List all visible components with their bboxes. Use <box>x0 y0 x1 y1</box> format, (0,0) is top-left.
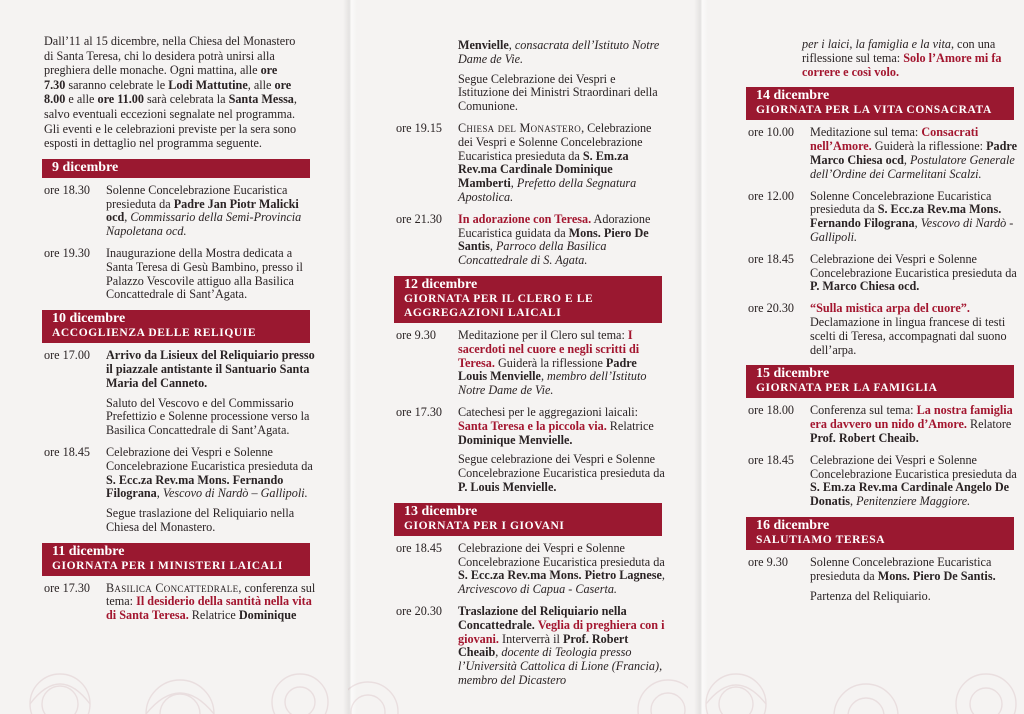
text-run: Guiderà la riflessione: <box>871 139 987 154</box>
text-run: Conferenza sul tema: <box>810 403 917 418</box>
event-time: ore 19.15 <box>396 120 443 135</box>
rose-decoration-right-icon <box>696 624 1024 714</box>
text-run: S. Ecc.za Rev.ma Mons. Fernando Filograna <box>106 472 284 501</box>
text-run: Relatrice <box>606 418 654 433</box>
event-description <box>106 446 316 535</box>
text-run: , <box>489 239 496 254</box>
text-run: Celebrazione dei Vespri e Solenne Concelebrazione Eucaristica presieduta da <box>810 452 1017 481</box>
text-run: Mons. Piero De Santis. <box>877 568 996 583</box>
text-run: e alle <box>65 92 98 107</box>
event-description <box>810 126 1020 181</box>
fold-line-left <box>343 0 357 714</box>
event-paragraph <box>810 590 1020 604</box>
event-row <box>44 446 348 535</box>
event-row <box>44 184 348 239</box>
text-run: Relatore <box>966 417 1012 432</box>
text-run: Arcivescovo di Capua - Caserta. <box>458 582 617 597</box>
day-header <box>746 365 1014 398</box>
text-run: Declamazione in lingua francese di testi scelti di Teresa, accompagnati dal suono dell’arpa. <box>810 314 1007 357</box>
event-description <box>458 329 668 398</box>
text-run: Consacrati nell’Amore. <box>810 125 979 154</box>
event-description <box>106 582 316 623</box>
event-time: ore 18.45 <box>748 251 795 266</box>
text-run: Solenne Concelebrazione Eucaristica presieduta da <box>810 554 992 583</box>
text-run: Basilica Concattedrale <box>106 580 239 595</box>
text-run: Celebrazione dei Vespri e Solenne Concelebrazione Eucaristica presieduta da <box>106 444 313 473</box>
day-date: 15 dicembre <box>756 366 830 382</box>
text-run: , <box>540 369 548 384</box>
event-time: ore 21.30 <box>396 211 443 226</box>
event-row <box>44 349 348 438</box>
event-description <box>810 404 1020 445</box>
text-run: docente di Teologia presso l’Università Cattolica di Lione (Francia), membro del Dicastero <box>458 645 663 687</box>
event-row <box>44 582 348 623</box>
text-run: , <box>124 210 131 225</box>
text-run: Menvielle <box>458 38 509 52</box>
event-time: ore 18.45 <box>748 452 795 467</box>
event-description <box>458 542 668 597</box>
text-run: Celebrazione dei Vespri e Solenne Concelebrazione Eucaristica presieduta da <box>810 251 1017 280</box>
day-date: 11 dicembre <box>52 543 125 559</box>
text-run: Santa Messa <box>228 92 294 107</box>
day-title: GIORNATA PER IL CLERO E LE AGGREGAZIONI LAICALI <box>404 292 594 319</box>
day-header <box>746 517 1014 550</box>
text-run: In adorazione con Teresa. <box>458 211 592 226</box>
event-paragraph <box>106 184 316 239</box>
event-row <box>748 302 1024 357</box>
text-run: Vescovo di Nardò - Gallipoli. <box>810 216 1014 244</box>
event-time: ore 18.30 <box>44 182 91 197</box>
text-run: sarà celebrata la <box>143 92 229 107</box>
text-run: S. Ecc.za Rev.ma Mons. Pietro Lagnese <box>458 568 662 583</box>
event-time: ore 18.45 <box>44 444 91 459</box>
text-run: Celebrazione dei Vespri e Solenne Concelebrazione Eucaristica presieduta da <box>458 540 665 569</box>
text-run: , <box>510 176 517 191</box>
rose-decoration-left-icon <box>0 624 340 714</box>
event-row <box>396 542 696 597</box>
event-description <box>106 247 316 302</box>
text-run: , alle <box>247 77 275 92</box>
text-run: Mons. Piero De Santis <box>458 225 649 254</box>
text-run: Chiesa del Monastero <box>458 120 582 135</box>
text-run: Solenne Concelebrazione Eucaristica presieduta da <box>106 182 288 211</box>
text-run: Postulatore Generale dell’Ordine dei Carmelitani Scalzi. <box>810 152 1015 181</box>
text-run: Commissario della Semi-Provincia Napoletana ocd. <box>106 210 302 239</box>
text-run: Inaugurazione della Mostra dedicata a Santa Teresa di Gesù Bambino, presso il Palazzo Vescovile attiguo alla Basilica Concattedrale di Sant’Agata. <box>106 245 303 302</box>
text-run: , <box>495 645 502 660</box>
event-paragraph <box>106 446 316 501</box>
event-time: ore 17.00 <box>44 348 91 363</box>
day-title: ACCOGLIENZA DELLE RELIQUIE <box>52 327 257 340</box>
text-run: , <box>849 494 857 509</box>
text-run: Padre Marco Chiesa ocd <box>810 139 1018 167</box>
text-run: ore 8.00 <box>44 77 292 107</box>
day-header <box>42 159 310 178</box>
event-time: ore 10.00 <box>748 125 795 140</box>
event-description <box>458 406 668 495</box>
event-time: ore 17.30 <box>44 580 91 595</box>
text-run: Penitenziere Maggiore. <box>856 494 971 509</box>
event-time: ore 9.30 <box>396 327 436 342</box>
event-paragraph <box>458 213 668 268</box>
text-run: Santa Teresa e la piccola via. <box>458 418 607 433</box>
text-run: Veglia di preghiera con i giovani. <box>458 617 665 646</box>
text-run: ore 7.30 <box>44 63 278 92</box>
text-run: membro dell’Istituto Notre Dame de Vie. <box>458 369 647 398</box>
event-row <box>748 126 1024 181</box>
text-run: Saluto del Vescovo e del Commissario Prefettizio e Solenne processione verso la Basilica Concattedrale di Sant’Agata. <box>106 395 310 438</box>
event-time: ore 17.30 <box>396 404 443 419</box>
text-run: Prof. Robert Cheaib <box>458 631 629 660</box>
event-paragraph <box>810 253 1020 294</box>
event-time: ore 9.30 <box>748 554 788 569</box>
text-run: , Celebrazione dei Vespri e Solenne Concelebrazione Eucaristica presieduta da <box>458 120 652 163</box>
text-run: Traslazione del Reliquiario nella Concattedrale. <box>458 603 627 632</box>
event-row <box>396 39 696 114</box>
text-run: Lodi Mattutine <box>168 77 248 92</box>
event-row <box>748 190 1024 245</box>
event-paragraph <box>106 507 316 535</box>
event-row <box>748 404 1024 445</box>
event-description <box>106 184 316 239</box>
event-row <box>396 122 696 205</box>
event-paragraph <box>106 397 316 438</box>
text-run: consacrata dell’Istituto Notre Dame de Vie. <box>458 38 660 66</box>
event-paragraph <box>106 349 316 390</box>
event-row <box>748 253 1024 294</box>
text-run: , <box>903 152 910 167</box>
event-row <box>396 213 696 268</box>
text-run: Segue celebrazione dei Vespri e Solenne Concelebrazione Eucaristica presieduta da <box>458 452 665 481</box>
day-date: 12 dicembre <box>404 276 478 292</box>
event-paragraph <box>458 406 668 447</box>
text-run: ore 11.00 <box>97 92 144 107</box>
event-description <box>106 349 316 438</box>
text-run: S. Em.za Rev.ma Cardinale Angelo De Donatis <box>810 480 1010 509</box>
text-run: per i laici, la famiglia e la vita <box>802 37 951 51</box>
text-run: Dominique Menvielle. <box>458 432 573 447</box>
day-header <box>394 503 662 536</box>
text-run: Guiderà la riflessione <box>494 355 606 370</box>
schedule-right <box>748 87 1024 603</box>
event-description <box>458 122 668 205</box>
day-header <box>746 87 1014 120</box>
event-paragraph <box>810 404 1020 445</box>
day-date: 13 dicembre <box>404 503 478 519</box>
text-run: Partenza del Reliquiario. <box>810 588 931 603</box>
text-run: “Sulla mistica arpa del cuore”. <box>810 301 970 316</box>
text-run: Catechesi per le aggregazioni laicali: <box>458 404 639 419</box>
event-description <box>810 454 1020 509</box>
text-run: Prof. Robert Cheaib. <box>810 430 919 445</box>
text-run: Dall’11 al 15 dicembre, nella Chiesa del Monastero di Santa Teresa, chi lo desidera potrà unirsi alla preghiera delle monache. Ogni mattina, alle <box>44 34 296 78</box>
intro-paragraph <box>44 34 299 151</box>
panel-center <box>348 0 696 714</box>
day-date: 16 dicembre <box>756 517 830 533</box>
text-run: Meditazione per il Clero sul tema: <box>458 327 628 342</box>
event-description <box>810 302 1020 357</box>
fold-line-right <box>694 0 708 714</box>
event-time: ore 20.30 <box>748 301 795 316</box>
event-time: ore 12.00 <box>748 188 795 203</box>
text-run: Padre Jan Piotr Malicki ocd <box>106 196 299 225</box>
text-run: S. Ecc.za Rev.ma Mons. Fernando Filograna <box>810 202 1002 231</box>
event-paragraph <box>810 556 1020 584</box>
event-time: ore 18.00 <box>748 403 795 418</box>
text-run: Segue Celebrazione dei Vespri e Istituzione dei Ministri Straordinari della Comunione. <box>458 71 658 114</box>
day-header <box>42 543 310 576</box>
text-run: Parroco della Basilica Concattedrale di S. Agata. <box>458 239 607 268</box>
event-paragraph <box>810 126 1020 181</box>
text-run: Meditazione sul tema: <box>810 125 922 140</box>
text-run: Interverrà il <box>498 631 563 646</box>
text-run: , salvo eventuali eccezioni segnalate nel programma. Gli eventi e le celebrazioni previste per la sera sono esposti in dettaglio nel programma seguente. <box>44 92 297 151</box>
schedule-right-continuation <box>802 38 1024 79</box>
text-run: Prefetto della Segnatura Apostolica. <box>458 176 637 204</box>
panel-left <box>0 0 348 714</box>
text-run: Il desiderio della santità nella vita di Santa Teresa. <box>106 594 312 623</box>
text-run: , <box>508 38 515 52</box>
event-paragraph <box>458 329 668 398</box>
event-paragraph <box>810 302 1020 357</box>
event-description <box>810 190 1020 245</box>
event-paragraph <box>106 247 316 302</box>
text-run: P. Louis Menvielle. <box>458 479 557 494</box>
text-run: Vescovo di Nardò – Gallipoli. <box>162 486 308 501</box>
day-title: GIORNATA PER I GIOVANI <box>404 519 565 532</box>
day-date: 10 dicembre <box>52 311 126 327</box>
event-time: ore 20.30 <box>396 603 443 618</box>
event-paragraph <box>810 454 1020 509</box>
text-run: , <box>914 216 921 231</box>
event-row <box>396 406 696 495</box>
panel-right <box>696 0 1024 714</box>
text-run: Solo l’Amore mi fa correre e così volo. <box>802 50 1002 79</box>
day-title: GIORNATA PER LA FAMIGLIA <box>756 382 938 395</box>
text-run: , <box>661 568 665 583</box>
event-time: ore 19.30 <box>44 245 91 260</box>
text-run: Dominique <box>238 608 297 623</box>
rose-decoration-center-icon <box>348 624 688 714</box>
event-paragraph <box>458 122 668 205</box>
event-paragraph <box>810 190 1020 245</box>
event-paragraph <box>458 542 668 597</box>
text-run: Padre Louis Menvielle <box>458 355 637 384</box>
event-row <box>396 329 696 398</box>
text-run: Segue traslazione del Reliquiario nella Chiesa del Monastero. <box>106 506 295 534</box>
event-row <box>748 556 1024 603</box>
event-row <box>748 454 1024 509</box>
event-time: ore 18.45 <box>396 540 443 555</box>
schedule-left <box>44 159 348 623</box>
text-run: Solenne Concelebrazione Eucaristica presieduta da <box>810 188 992 217</box>
day-title: GIORNATA PER I MINISTERI LAICALI <box>52 559 283 572</box>
day-title: GIORNATA PER LA VITA CONSACRATA <box>756 104 992 117</box>
event-description <box>458 39 668 114</box>
event-paragraph <box>802 38 1012 79</box>
schedule-center-continuation <box>396 39 696 268</box>
event-description <box>810 556 1020 603</box>
text-run: Arrivo da Lisieux del Reliquiario presso il piazzale antistante il Santuario Santa Maria del Canneto. <box>106 348 315 390</box>
text-run: I sacerdoti nel cuore e negli scritti di Teresa. <box>458 327 640 370</box>
text-run: saranno celebrate le <box>65 77 169 92</box>
event-paragraph <box>458 453 668 494</box>
text-run: , <box>156 486 163 501</box>
text-run: , con una riflessione sul tema: <box>802 37 996 65</box>
day-date: 9 dicembre <box>52 159 119 175</box>
day-date: 14 dicembre <box>756 88 830 104</box>
text-run: S. Em.za Rev.ma Cardinale Dominique Mamberti <box>458 148 629 191</box>
event-paragraph <box>458 39 668 67</box>
event-description <box>810 253 1020 294</box>
event-description <box>458 213 668 268</box>
event-row <box>44 247 348 302</box>
event-time <box>396 39 458 114</box>
event-paragraph <box>106 582 316 623</box>
text-run: P. Marco Chiesa ocd. <box>810 279 920 294</box>
text-run: Adorazione Eucaristica guidata da <box>458 211 651 240</box>
day-header <box>42 310 310 343</box>
day-header <box>394 276 662 323</box>
text-run: La nostra famiglia era davvero un nido d’Amore. <box>810 403 1013 432</box>
text-run: , conferenza sul tema: <box>106 580 316 609</box>
event-paragraph <box>458 73 668 114</box>
text-run: Relatrice <box>188 608 239 623</box>
day-title: SALUTIAMO TERESA <box>756 533 886 546</box>
